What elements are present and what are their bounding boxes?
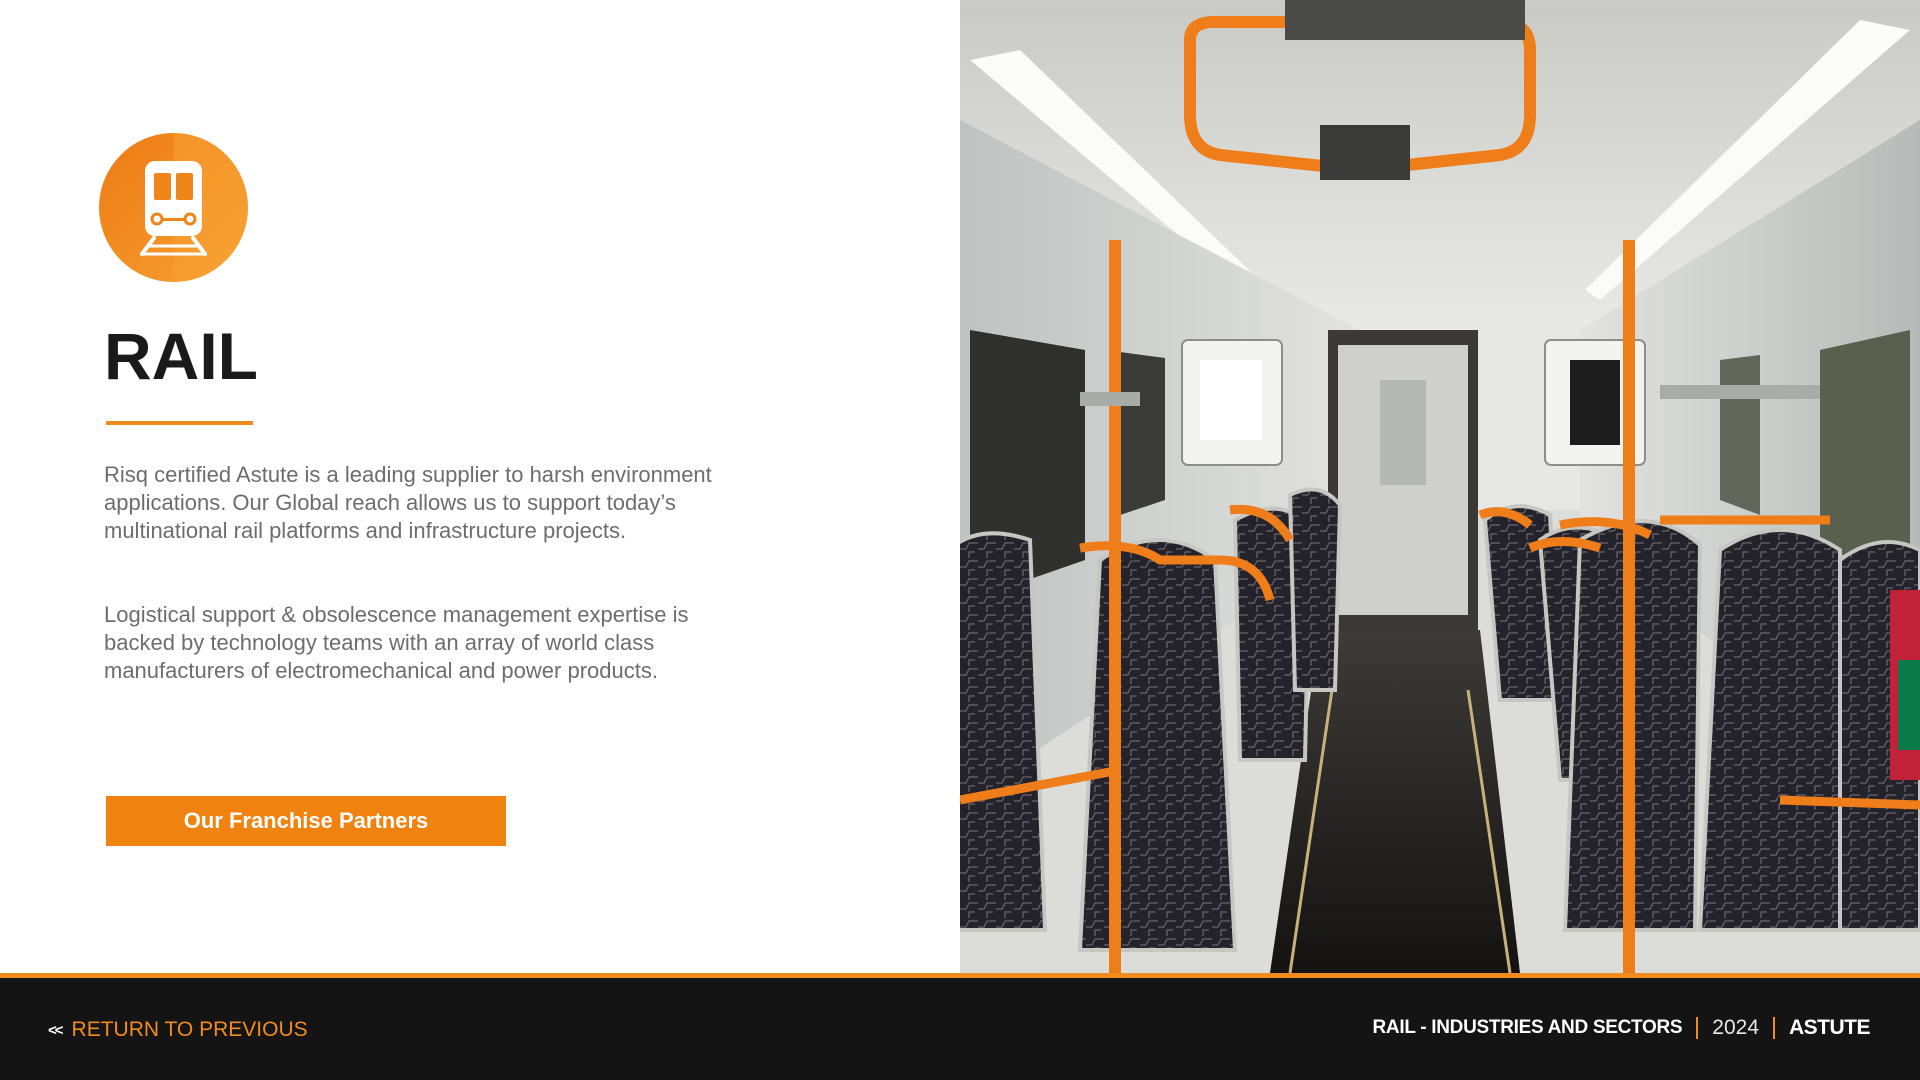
content-panel bbox=[0, 0, 960, 973]
double-chevron-left-icon: << bbox=[48, 1021, 62, 1039]
title-underline bbox=[106, 421, 253, 425]
intro-paragraph: Risq certified Astute is a leading supplier to harsh environment applications. Our Global reach allows us to support today’s multinational rail platforms and infrastructure projects. bbox=[104, 462, 712, 543]
footer-year: 2024 bbox=[1712, 1016, 1759, 1039]
footer-divider bbox=[1773, 1017, 1775, 1039]
page-title: RAIL bbox=[104, 319, 258, 393]
train-carriage-interior-photo bbox=[960, 0, 1920, 973]
brand-logo: ASTUTE bbox=[1789, 1016, 1870, 1039]
franchise-partners-button[interactable]: Our Franchise Partners bbox=[106, 796, 506, 846]
footer-divider bbox=[1696, 1017, 1698, 1039]
return-to-previous-link[interactable] bbox=[48, 1018, 308, 1042]
footer-info bbox=[1373, 1016, 1870, 1040]
train-icon bbox=[99, 133, 248, 282]
support-paragraph: Logistical support & obsolescence management expertise is backed by technology teams with an array of world class manufacturers of electromechanical and power products. bbox=[104, 602, 689, 683]
footer-section-label: RAIL - INDUSTRIES AND SECTORS bbox=[1372, 1017, 1683, 1038]
return-label: RETURN TO PREVIOUS bbox=[71, 1018, 308, 1041]
